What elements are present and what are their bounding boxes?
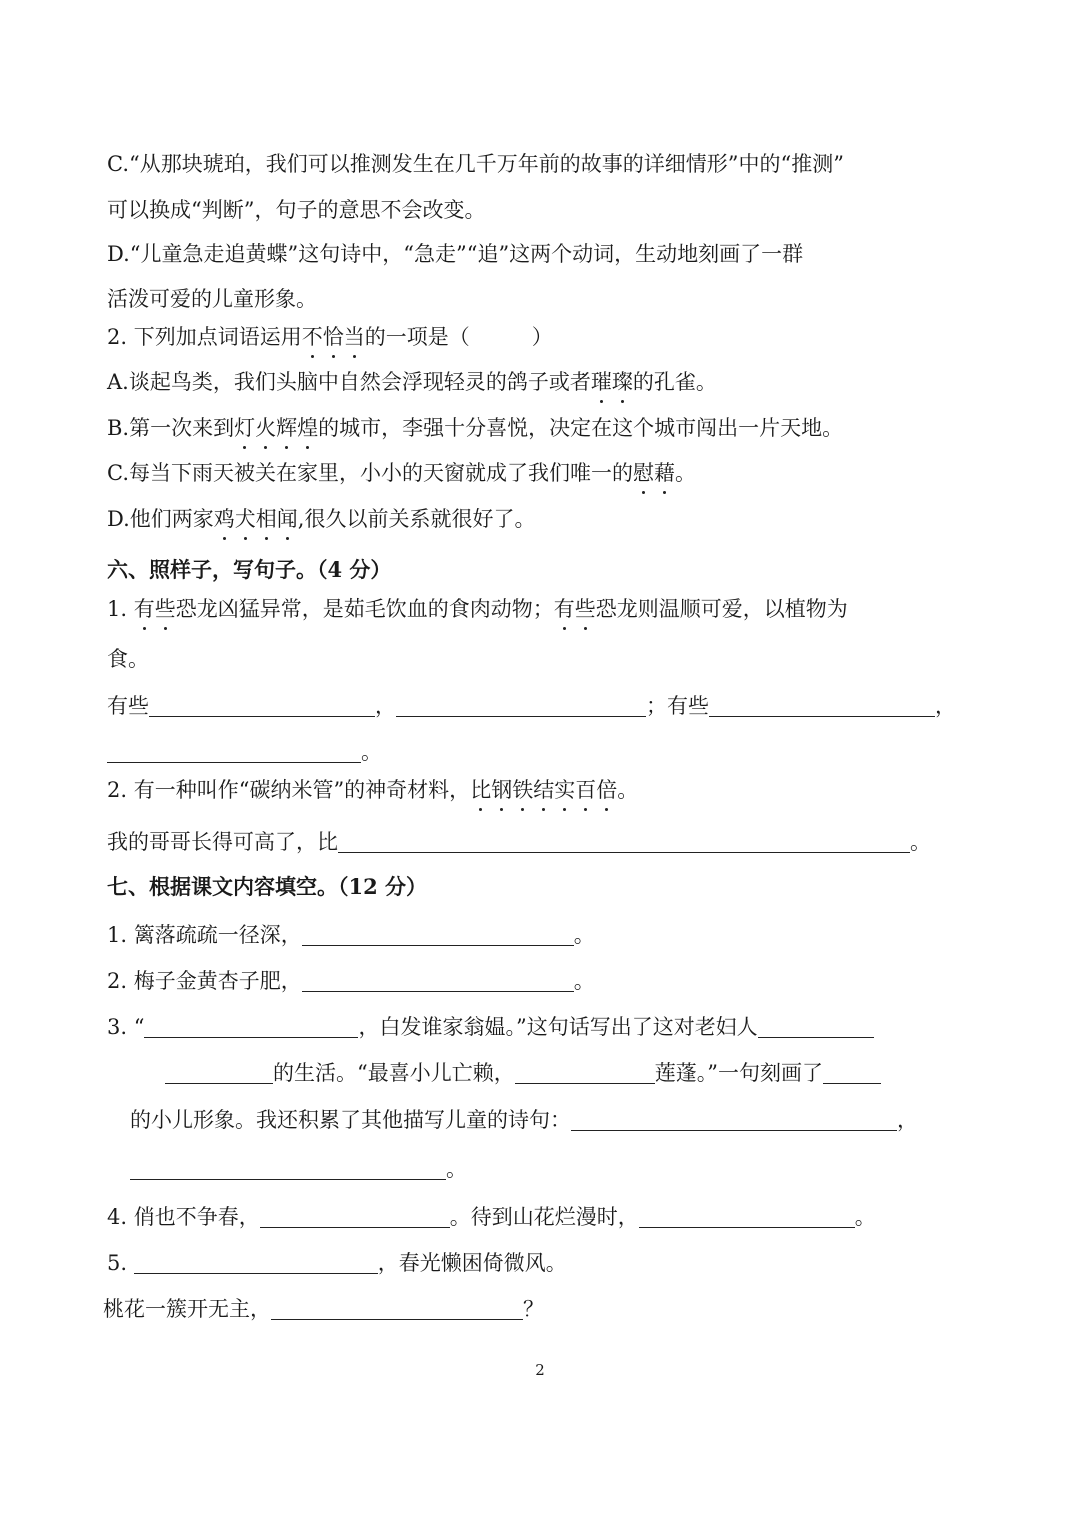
dotted-char: 不 — [301, 325, 323, 349]
q-text: 2. 梅子金黄杏子肥， — [107, 969, 302, 993]
q-text: 3. “ — [107, 1015, 145, 1039]
q-text: ，白发谁家翁媪。”这句话写出了这对老妇人 — [358, 1015, 758, 1039]
fill-blank[interactable] — [302, 925, 574, 946]
section-6-q1-line1 — [107, 595, 848, 623]
fill-blank[interactable] — [709, 696, 935, 717]
section-6-title: 六、照样子，写句子。（4 分） — [107, 557, 392, 582]
q-text: ？ — [523, 1297, 544, 1321]
dotted-char: 璀 — [590, 370, 612, 394]
dotted-char: 闻 — [276, 507, 298, 531]
fill-blank[interactable] — [396, 696, 646, 717]
section-7-q5-line2 — [103, 1295, 544, 1323]
q-text: 恐龙凶猛异常，是茹毛饮血的食肉动物； — [175, 597, 554, 621]
dotted-char: 辉 — [276, 416, 298, 440]
q-text: 的小儿形象。我还积累了其他描写儿童的诗句： — [130, 1108, 571, 1132]
section-6-fill2 — [107, 828, 931, 856]
dotted-char: 铁 — [512, 778, 534, 802]
q-text: 4. 俏也不争春， — [107, 1205, 260, 1229]
question-2-option-a — [107, 368, 717, 396]
fill-blank[interactable] — [149, 696, 375, 717]
dotted-char: 有 — [553, 597, 575, 621]
option-text: 。 — [675, 461, 696, 485]
q-text: 2. 有一种叫作“碳纳米管”的神奇材料， — [107, 778, 471, 802]
q-text: 1. 篱落疏疏一径深， — [107, 923, 302, 947]
fill-blank[interactable] — [260, 1207, 450, 1228]
fill-blank[interactable] — [823, 1063, 881, 1084]
q-text: 5. — [107, 1251, 134, 1275]
fill-blank[interactable] — [134, 1253, 378, 1274]
dotted-char: 比 — [470, 778, 492, 802]
option-text: A.谈起鸟类，我们头脑中自然会浮现轻灵的鸽子或者 — [107, 370, 591, 394]
q-text: 。 — [446, 1157, 467, 1181]
section-7-q5-line1 — [107, 1249, 567, 1277]
section-6-q2 — [107, 776, 638, 804]
question-2-option-d — [107, 505, 535, 533]
fill-text: 。 — [910, 830, 931, 854]
option-text: 的城市，李强十分喜悦，决定在这个城市闯出一片天地。 — [318, 416, 844, 440]
dotted-char: 钢 — [491, 778, 513, 802]
dotted-char: 慰 — [633, 461, 654, 485]
fill-blank[interactable] — [571, 1110, 897, 1131]
q-text: 。待到山花烂漫时， — [449, 1205, 639, 1229]
option-text: B.第一次来到 — [107, 416, 235, 440]
section-7-q3-line2 — [165, 1059, 881, 1087]
fill-text: ；有些 — [646, 694, 709, 718]
dotted-char: 些 — [154, 597, 176, 621]
dotted-char: 些 — [574, 597, 596, 621]
question-2-option-b — [107, 414, 843, 442]
dotted-char: 相 — [255, 507, 277, 531]
section-6-fill1-line1 — [107, 692, 956, 720]
question-2-option-c — [107, 459, 696, 487]
dotted-char: 倍 — [596, 778, 618, 802]
fill-text: 我的哥哥长得可高了，比 — [107, 830, 338, 854]
q-text: 恐龙则温顺可爱，以植物为 — [595, 597, 848, 621]
dotted-char: 犬 — [234, 507, 256, 531]
dotted-char: 当 — [343, 325, 365, 349]
fill-blank[interactable] — [144, 1017, 358, 1038]
dotted-char: 结 — [533, 778, 555, 802]
fill-blank[interactable] — [165, 1063, 273, 1084]
option-d-line1: D.“儿童急走追黄蝶”这句诗中，“急走”“追”这两个动词，生动地刻画了一群 — [107, 242, 804, 266]
fill-blank[interactable] — [338, 832, 910, 853]
section-7-q3-line1 — [107, 1013, 874, 1041]
section-7-q1 — [107, 921, 595, 949]
section-7-q3-line3 — [130, 1106, 918, 1134]
dotted-char: 煌 — [297, 416, 319, 440]
fill-text: 。 — [361, 740, 382, 764]
section-7-title: 七、根据课文内容填空。（12 分） — [107, 874, 428, 899]
option-text: ,很久以前关系就很好了。 — [297, 507, 536, 531]
q-text: ，春光懒困倚微风。 — [377, 1251, 567, 1275]
section-7-q2 — [107, 967, 595, 995]
fill-blank[interactable] — [639, 1207, 855, 1228]
option-text: 的孔雀。 — [632, 370, 717, 394]
fill-blank[interactable] — [130, 1159, 446, 1180]
q-text: 。 — [573, 923, 595, 947]
option-d-line2: 活泼可爱的儿童形象。 — [107, 287, 317, 311]
dotted-char: 火 — [255, 416, 277, 440]
option-c-line2: 可以换成“判断”，句子的意思不会改变。 — [107, 198, 486, 222]
option-text: D.他们两家 — [107, 507, 214, 531]
dotted-char: 灯 — [234, 416, 256, 440]
section-7-q4 — [107, 1203, 876, 1231]
dotted-char: 鸡 — [213, 507, 235, 531]
dotted-char: 百 — [575, 778, 597, 802]
page-number: 2 — [535, 1361, 545, 1379]
dotted-char: 藉 — [654, 461, 675, 485]
fill-blank[interactable] — [271, 1299, 523, 1320]
q-text: 。 — [573, 969, 595, 993]
q-text: ， — [897, 1108, 918, 1132]
dotted-char: 恰 — [322, 325, 344, 349]
fill-blank[interactable] — [302, 971, 574, 992]
section-6-q1-line2: 食。 — [107, 647, 149, 671]
option-c-line1: C.“从那块琥珀，我们可以推测发生在几千万年前的故事的详细情形”中的“推测” — [107, 152, 844, 176]
q-text: 。 — [854, 1205, 876, 1229]
stem-text: ） — [531, 325, 553, 349]
fill-blank[interactable] — [107, 742, 361, 763]
question-2-stem — [107, 323, 553, 351]
stem-text: 2. 下列加点词语运用 — [107, 325, 302, 349]
section-7-q3-line4 — [130, 1155, 467, 1183]
q-text: 。 — [617, 778, 639, 802]
fill-text: 有些 — [107, 694, 149, 718]
dotted-char: 有 — [133, 597, 155, 621]
q-text: 1. — [107, 597, 134, 621]
section-6-fill1-line2 — [107, 738, 382, 766]
stem-text: 的一项是（ — [364, 325, 470, 349]
fill-blank[interactable] — [515, 1063, 655, 1084]
fill-blank[interactable] — [758, 1017, 874, 1038]
dotted-char: 实 — [554, 778, 576, 802]
q-text: 的生活。“最喜小儿亡赖， — [273, 1061, 515, 1085]
option-text: C.每当下雨天被关在家里，小小的天窗就成了我们唯一的 — [107, 461, 633, 485]
dotted-char: 璨 — [611, 370, 633, 394]
q-text: 莲蓬。”一句刻画了 — [654, 1061, 823, 1085]
fill-text: ， — [935, 694, 956, 718]
q-text: 桃花一簇开无主， — [103, 1297, 271, 1321]
fill-text: ， — [375, 694, 396, 718]
